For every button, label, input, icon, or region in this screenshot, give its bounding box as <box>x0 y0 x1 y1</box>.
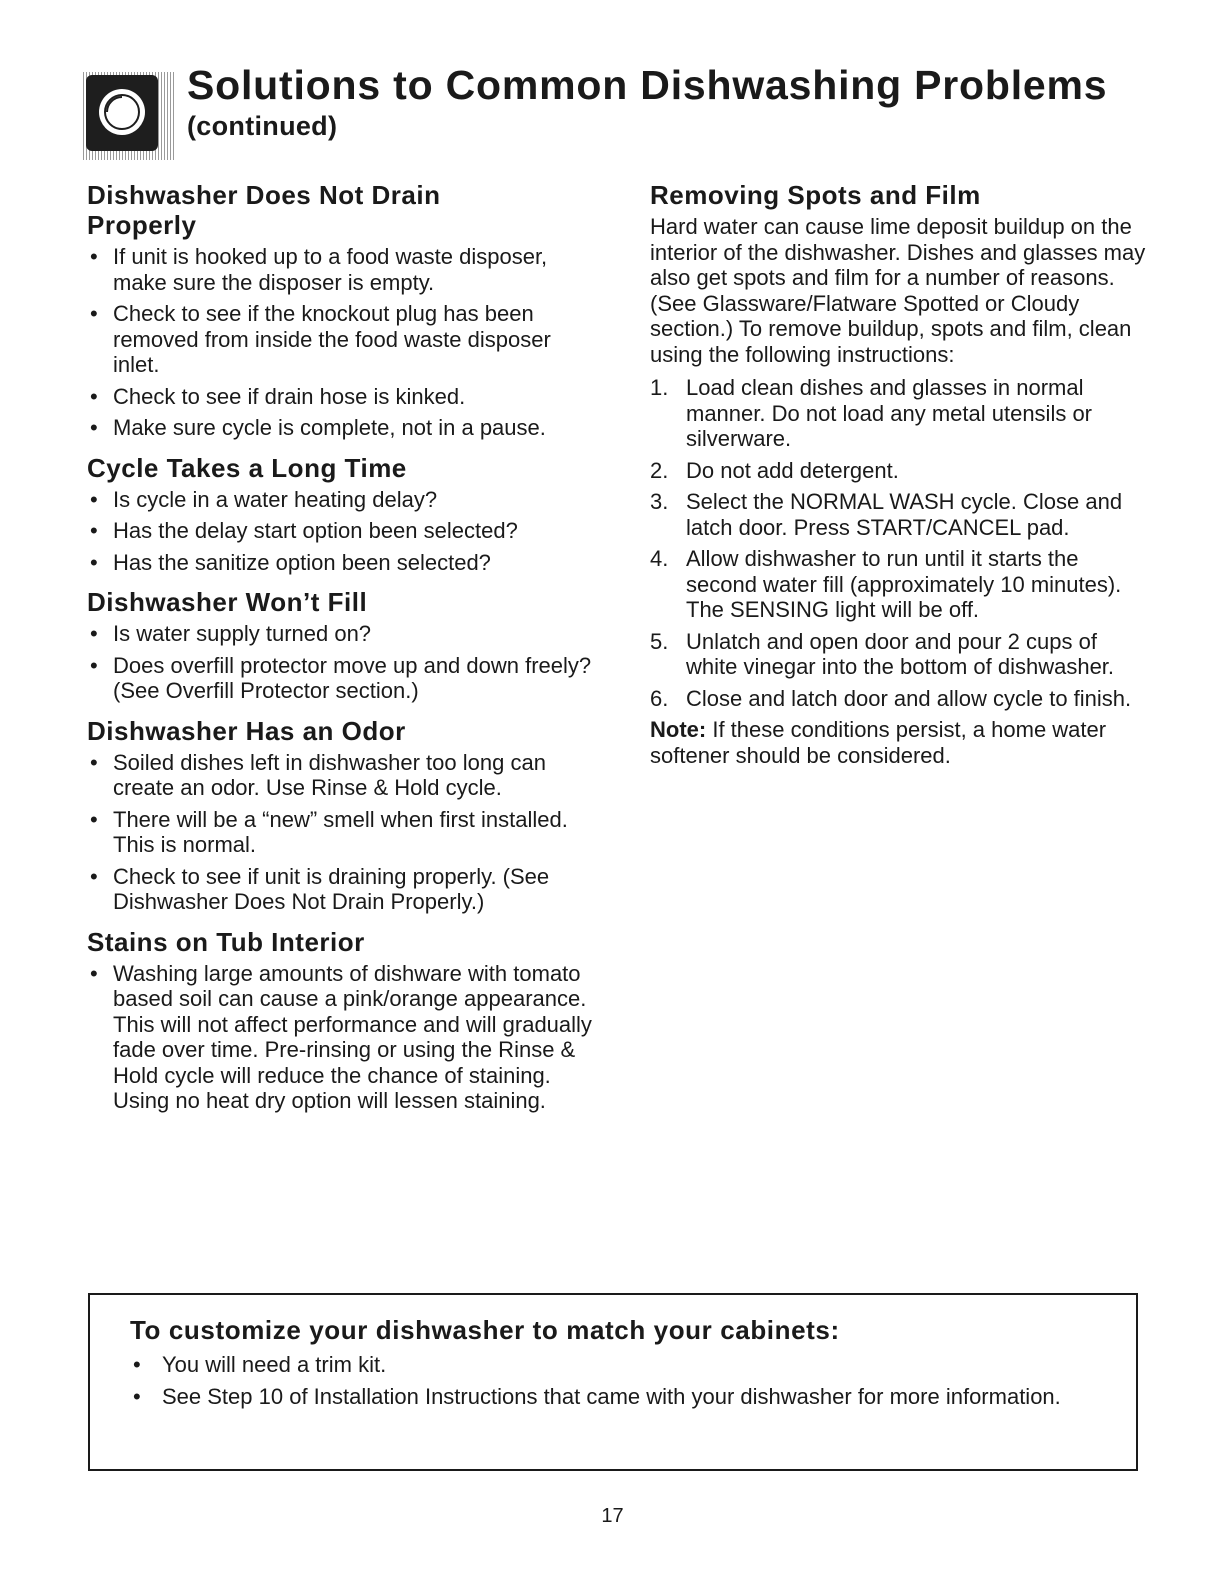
list-item <box>87 550 597 576</box>
section-heading: Dishwasher Has an Odor <box>87 715 406 746</box>
bullet-glyph: • <box>90 806 98 832</box>
bullet-glyph: • <box>133 1383 141 1409</box>
callout-heading: To customize your dishwasher to match your cabinets: <box>130 1315 840 1345</box>
bullet-glyph: • <box>90 518 98 543</box>
list-item <box>87 487 597 513</box>
bullet-glyph: • <box>90 383 98 409</box>
list-item <box>87 864 597 915</box>
section-heading: Dishwasher Does Not Drain Properly <box>87 180 441 240</box>
step-number: 3. <box>650 489 669 514</box>
section-intro: Hard water can cause lime deposit buildup on the interior of the dishwasher. Dishes and glasses may also get spots and film for a number of reasons. (See Glassware/Flatware Spotted or Cloudy section.) To remove buildup, spots and film, clean using the following instructions: <box>650 214 1146 367</box>
step-text: Load clean dishes and glasses in normal manner. Do not load any metal utensils or silverware. <box>686 375 1093 451</box>
section-long-time <box>87 453 597 576</box>
section-heading: Dishwasher Won’t Fill <box>87 587 368 617</box>
list-item <box>87 807 597 858</box>
bullet-glyph: • <box>90 652 98 678</box>
bullet-list <box>87 244 597 441</box>
list-item-text: Check to see if drain hose is kinked. <box>113 383 466 409</box>
list-item <box>87 244 597 295</box>
list-item-text: You will need a trim kit. <box>162 1352 387 1377</box>
list-item <box>130 1384 1096 1410</box>
bullet-glyph: • <box>90 863 98 889</box>
section-heading: Stains on Tub Interior <box>87 926 365 957</box>
customize-callout-box <box>88 1293 1138 1471</box>
list-item <box>87 518 597 544</box>
step-number: 1. <box>650 375 669 400</box>
bullet-list <box>130 1352 1096 1409</box>
bullet-glyph: • <box>133 1352 141 1377</box>
step-text: Allow dishwasher to run until it starts the second water fill (approximately 10 minutes). The SENSING light will be off. <box>686 546 1122 622</box>
list-item-text: Has the delay start option been selected? <box>113 518 518 543</box>
list-item-text: See Step 10 of Installation Instructions that came with your dishwasher for more information. <box>162 1383 1061 1409</box>
step-text: Select the NORMAL WASH cycle. Close and latch door. Press START/CANCEL pad. <box>686 489 1123 540</box>
list-item <box>130 1352 1096 1378</box>
note-paragraph <box>650 717 1150 768</box>
bullet-list <box>87 621 597 704</box>
step-text: Close and latch door and allow cycle to finish. <box>686 685 1132 711</box>
step-number: 5. <box>650 628 669 654</box>
bullet-list <box>87 961 597 1114</box>
list-item <box>87 384 597 410</box>
list-item <box>87 653 597 704</box>
step-text: Do not add detergent. <box>686 457 899 483</box>
list-item-text: Is cycle in a water heating delay? <box>113 486 438 512</box>
list-item-text: Is water supply turned on? <box>113 621 372 646</box>
list-item-text: Washing large amounts of dishware with tomato based soil can cause a pink/orange appearance. This will not affect performance and will gradually fade over time. Pre-rinsing or using the Rinse & Hold cycle will reduce the chance of staining. Using no heat dry option will lessen staining. <box>113 960 592 1113</box>
step-number: 4. <box>650 546 669 571</box>
list-item <box>87 961 597 1114</box>
list-item <box>650 546 1150 623</box>
list-item <box>87 750 597 801</box>
page-number: 17 <box>601 1505 624 1527</box>
list-item <box>650 458 1150 484</box>
page-title: Solutions to Common Dishwashing Problems <box>187 62 1108 108</box>
section-heading: Removing Spots and Film <box>650 180 981 210</box>
list-item <box>87 621 597 647</box>
page-subtitle: (continued) <box>187 111 338 141</box>
list-item-text: Soiled dishes left in dishwasher too long can create an odor. Use Rinse & Hold cycle. <box>113 749 546 800</box>
section-stains <box>87 927 597 1114</box>
bullet-glyph: • <box>90 486 98 512</box>
list-item <box>650 686 1150 712</box>
list-item-text: Has the sanitize option been selected? <box>113 549 491 575</box>
step-text: Unlatch and open door and pour 2 cups of white vinegar into the bottom of dishwasher. <box>686 628 1115 679</box>
section-spots-film <box>650 180 1150 768</box>
list-item-text: If unit is hooked up to a food waste disposer, make sure the disposer is empty. <box>113 244 548 295</box>
bullet-glyph: • <box>90 301 98 326</box>
bullet-glyph: • <box>90 621 98 646</box>
section-odor <box>87 716 597 915</box>
list-item <box>650 629 1150 680</box>
list-item-text: There will be a “new” smell when first installed. This is normal. <box>113 806 568 857</box>
list-item <box>87 415 597 441</box>
step-number: 6. <box>650 685 669 711</box>
section-drain <box>87 180 597 441</box>
bullet-list <box>87 750 597 915</box>
bullet-glyph: • <box>90 415 98 440</box>
numbered-list <box>650 375 1150 711</box>
bullet-glyph: • <box>90 549 98 575</box>
section-heading: Cycle Takes a Long Time <box>87 452 407 483</box>
bullet-glyph: • <box>90 749 98 775</box>
bullet-glyph: • <box>90 960 98 986</box>
list-item <box>87 301 597 378</box>
list-item-text: Make sure cycle is complete, not in a pause. <box>113 415 546 440</box>
list-item-text: Check to see if the knockout plug has been removed from inside the food waste disposer inlet. <box>113 301 551 377</box>
list-item-text: Check to see if unit is draining properly. (See Dishwasher Does Not Drain Properly.) <box>113 863 550 914</box>
bullet-list <box>87 487 597 576</box>
bullet-glyph: • <box>90 244 98 269</box>
note-label: Note: <box>650 717 707 742</box>
note-text: If these conditions persist, a home water softener should be considered. <box>650 717 1107 768</box>
list-item <box>650 375 1150 452</box>
list-item <box>650 489 1150 540</box>
left-column <box>87 180 597 1126</box>
step-number: 2. <box>650 457 669 483</box>
list-item-text: Does overfill protector move up and down freely? (See Overfill Protector section.) <box>113 652 592 703</box>
section-wont-fill <box>87 587 597 704</box>
right-column <box>650 180 1150 776</box>
dishwasher-logo-icon <box>83 72 175 160</box>
